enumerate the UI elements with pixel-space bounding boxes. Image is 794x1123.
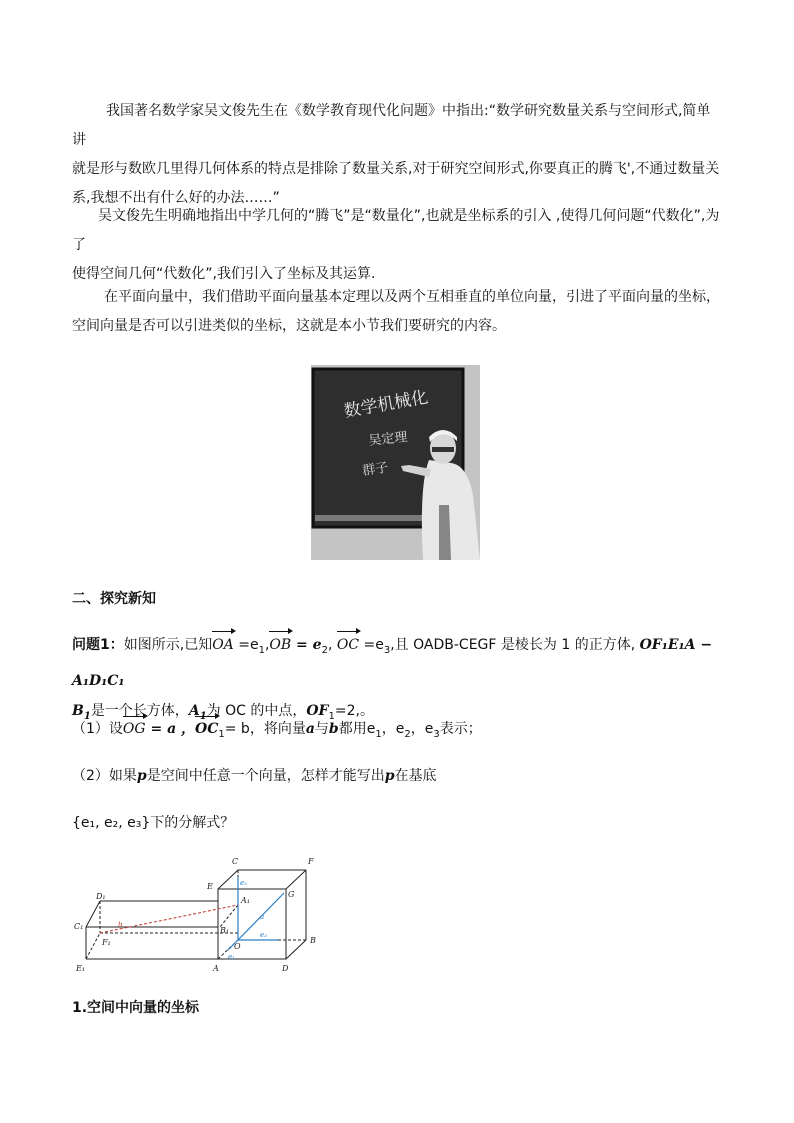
intro-paragraph-2 [72, 202, 724, 289]
sub2-a: （2）如果 [72, 768, 137, 784]
label-f: F [308, 857, 314, 866]
label-b1: B₁ [220, 926, 230, 935]
sub-question-1: （1）设OG = a ，$OC_1= b$，将向量a与b都用$e_1$，$e_2$，$e_3$表示； [72, 715, 724, 749]
q1-line2-c: =2,。 [334, 702, 374, 719]
sub1-g: ，e [410, 721, 434, 737]
board-text-3: 群子 [361, 460, 390, 479]
label-c1: C₁ [74, 922, 84, 931]
sub-question-2: （2）如果p是空间中任意一个向量，怎样才能写出p在基底 [72, 768, 437, 784]
intro-p1-line1: 我国著名数学家吴文俊先生在《数学教育现代化问题》中指出:“数学研究数量关系与空间形式,简单讲 [72, 103, 711, 148]
vector-og: OG [123, 715, 146, 744]
label-e3-vector: e₃ [240, 879, 247, 887]
q1-b1: B [72, 702, 84, 719]
q1-eq-e3: =e [359, 637, 384, 653]
label-d: D [282, 964, 289, 973]
q1-eq-e2: = e [291, 637, 322, 653]
intro-p3-line2: 空间向量是否可以引进类似的坐标，这就是本小节我们要研究的内容。 [72, 318, 506, 334]
q1-text-a: 如图所示,已知 [123, 637, 213, 653]
vector-ob: OB [269, 630, 291, 660]
label-o: O [234, 942, 241, 951]
vector-oc: OC [337, 630, 359, 660]
sub1-d: 与 [314, 721, 329, 737]
label-e: E [207, 882, 213, 891]
sub2-c: 在基底 [394, 768, 437, 784]
intro-p1-line3: 系,我想不出有什么好的办法……” [72, 190, 280, 206]
sub1-f: ，e [381, 721, 405, 737]
blackboard-photo [311, 365, 480, 560]
label-d1: D₁ [96, 892, 106, 901]
problem-1-label: 问题1： [72, 637, 124, 653]
label-b-vector: b [118, 921, 123, 929]
q1-line2-b: 为 OC 的中点， [206, 702, 307, 719]
sub1-h: 表示； [439, 721, 482, 737]
intro-p1-line2: 就是形与数欧几里得几何体系的特点是排除了数量关系,对于研究空间形式,你要真正的腾飞',不通过数量关 [72, 161, 720, 177]
q1-text-b: ,且 OADB-CEGF 是棱长为 1 的正方体, [390, 637, 640, 653]
q1-eq-e1: =e [233, 637, 259, 653]
box-label: OF₁E₁A − A₁D₁C₁ [72, 637, 713, 689]
vector-oa: OA [212, 630, 234, 660]
board-text-1: 数学机械化 [342, 387, 430, 422]
intro-p3-line1: 在平面向量中，我们借助平面向量基本定理以及两个互相垂直的单位向量，引进了平面向量的坐标， [104, 289, 720, 305]
intro-p2-line1: 吴文俊先生明确地指出中学几何的“腾飞”是“数量化”,也就是坐标系的引入 ,使得几何问题“代数化”,为了 [72, 208, 720, 253]
q1-a1: A [188, 702, 200, 719]
problem-1: 问题1：如图所示,已知OA $=e_1,OB = e_2$, OC $=e_3$,且 OADB-CEGF 是棱长为 1 的正方体, OF₁E₁A − A₁D₁C₁ $B_1$是一个长方体，$A_1$为 OC 的中点，$OF_1=2$,。 [72, 630, 724, 732]
label-b: B [310, 936, 316, 945]
label-e1-vector: e₁ [228, 953, 235, 961]
intro-paragraph-1 [72, 97, 724, 213]
label-a1: A₁ [241, 896, 250, 905]
vector-oc1: OC [195, 715, 218, 744]
label-f1: F₁ [102, 938, 111, 947]
label-a: A [213, 964, 219, 973]
cube-cuboid-figure [70, 855, 330, 975]
intro-p2-line2: 使得空间几何“代数化”,我们引入了坐标及其运算. [72, 266, 376, 282]
label-g: G [288, 890, 295, 899]
sub1-c: = b，将向量 [224, 721, 306, 737]
section-heading: 二、探究新知 [72, 591, 156, 607]
label-a-vector: a [260, 913, 265, 921]
intro-paragraph-3 [72, 283, 724, 341]
label-e2-vector: e₂ [260, 931, 267, 939]
basis-decomposition: {e₁, e₂, e₃}下的分解式？ [72, 815, 235, 831]
q1-of: OF [306, 702, 329, 719]
label-c: C [232, 857, 239, 866]
q1-line2-a: 是一个长方体， [90, 702, 189, 719]
coordinate-heading: 1.空间中向量的坐标 [72, 1000, 200, 1016]
sub2-b: 是空间中任意一个向量，怎样才能写出 [146, 768, 385, 784]
sub1-a: （1）设 [72, 721, 123, 737]
sub1-b: = a ， [145, 721, 196, 737]
label-e1: E₁ [76, 964, 86, 973]
sub1-e: 都用e [338, 721, 376, 737]
board-text-2: 吴定理 [367, 429, 409, 449]
